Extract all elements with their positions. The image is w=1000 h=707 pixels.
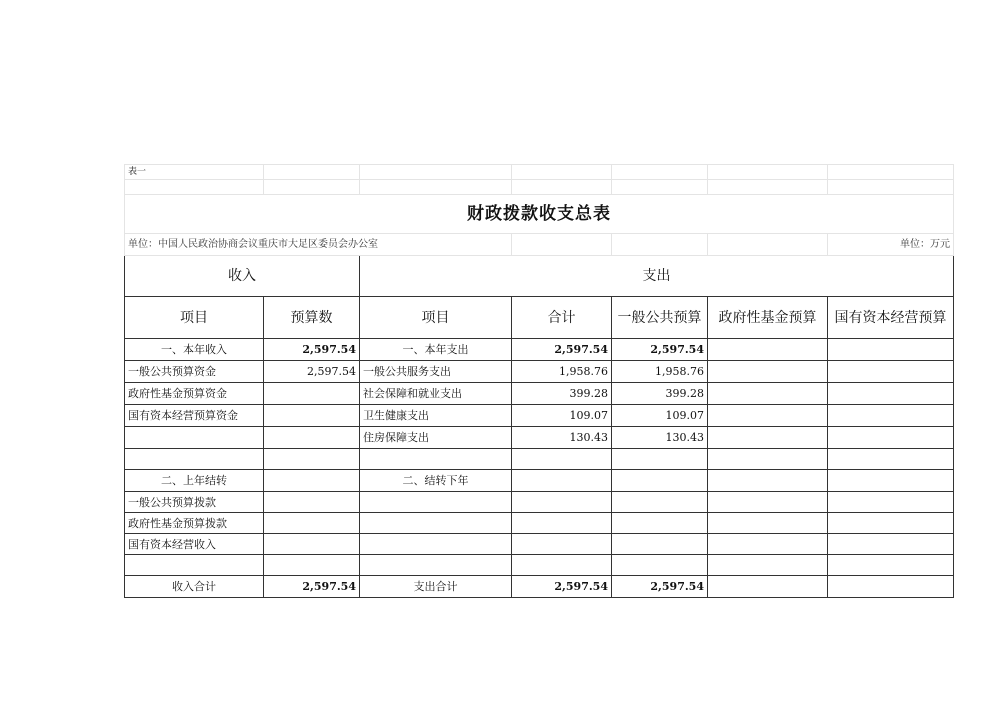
table-row: [125, 405, 954, 427]
expense-total: 109.07: [512, 405, 612, 427]
table-row: [125, 555, 954, 576]
col-header-stateasset: 国有资本经营预算: [828, 297, 954, 339]
expense-item: 卫生健康支出: [360, 405, 512, 427]
expense-item: [360, 449, 512, 470]
income-value: [264, 405, 360, 427]
expense-total: [512, 513, 612, 534]
income-value: 2,597.54: [264, 361, 360, 383]
income-value: [264, 449, 360, 470]
income-value: [264, 513, 360, 534]
income-item: 一般公共预算资金: [125, 361, 264, 383]
expense-header: 支出: [360, 256, 954, 297]
expense-item: [360, 534, 512, 555]
expense-general: [612, 513, 708, 534]
fiscal-budget-table: [124, 164, 954, 598]
expense-total: 2,597.54: [512, 576, 612, 598]
label-row: [125, 165, 954, 180]
income-total-label: 收入合计: [125, 576, 264, 598]
table-row: [125, 534, 954, 555]
expense-govfund: [708, 361, 828, 383]
expense-stateasset: [828, 534, 954, 555]
col-header-item: 项目: [125, 297, 264, 339]
expense-govfund: [708, 470, 828, 492]
income-item: 一、本年收入: [125, 339, 264, 361]
expense-general: [612, 449, 708, 470]
table-row: [125, 383, 954, 405]
table-row: [125, 361, 954, 383]
table-row: [125, 339, 954, 361]
income-item: 国有资本经营预算资金: [125, 405, 264, 427]
income-value: 2,597.54: [264, 339, 360, 361]
expense-item: [360, 555, 512, 576]
expense-stateasset: [828, 555, 954, 576]
income-value: [264, 427, 360, 449]
income-item: [125, 427, 264, 449]
col-header-budget: 预算数: [264, 297, 360, 339]
expense-govfund: [708, 383, 828, 405]
income-item: 一般公共预算拨款: [125, 492, 264, 513]
category-header-row: [125, 256, 954, 297]
expense-general: [612, 555, 708, 576]
expense-govfund: [708, 555, 828, 576]
expense-stateasset: [828, 339, 954, 361]
expense-total-label: 支出合计: [360, 576, 512, 598]
expense-item: [360, 513, 512, 534]
expense-stateasset: [828, 576, 954, 598]
expense-general: 399.28: [612, 383, 708, 405]
expense-govfund: [708, 534, 828, 555]
unit-row: [125, 234, 954, 256]
unit-org: 单位：中国人民政治协商会议重庆市大足区委员会办公室: [125, 234, 512, 256]
income-value: [264, 492, 360, 513]
expense-stateasset: [828, 405, 954, 427]
col-header-total: 合计: [512, 297, 612, 339]
expense-stateasset: [828, 492, 954, 513]
income-item: [125, 555, 264, 576]
expense-total: [512, 449, 612, 470]
expense-item: 一、本年支出: [360, 339, 512, 361]
expense-govfund: [708, 449, 828, 470]
income-item: 政府性基金预算资金: [125, 383, 264, 405]
expense-govfund: [708, 339, 828, 361]
expense-stateasset: [828, 449, 954, 470]
expense-item: 一般公共服务支出: [360, 361, 512, 383]
expense-general: 130.43: [612, 427, 708, 449]
table-label: 表一: [125, 165, 264, 180]
expense-stateasset: [828, 513, 954, 534]
expense-general: [612, 470, 708, 492]
income-value: [264, 470, 360, 492]
page-title: 财政拨款收支总表: [125, 195, 954, 234]
expense-stateasset: [828, 427, 954, 449]
income-value: [264, 383, 360, 405]
table-row: [125, 470, 954, 492]
expense-total: [512, 555, 612, 576]
income-item: 政府性基金预算拨款: [125, 513, 264, 534]
expense-general: 2,597.54: [612, 576, 708, 598]
totals-row: [125, 576, 954, 598]
expense-govfund: [708, 492, 828, 513]
income-total-value: 2,597.54: [264, 576, 360, 598]
expense-total: [512, 534, 612, 555]
column-header-row: [125, 297, 954, 339]
expense-govfund: [708, 576, 828, 598]
expense-total: 1,958.76: [512, 361, 612, 383]
income-item: 国有资本经营收入: [125, 534, 264, 555]
col-header-item2: 项目: [360, 297, 512, 339]
expense-stateasset: [828, 470, 954, 492]
expense-item: 社会保障和就业支出: [360, 383, 512, 405]
expense-govfund: [708, 405, 828, 427]
col-header-general: 一般公共预算: [612, 297, 708, 339]
expense-general: [612, 492, 708, 513]
expense-total: 399.28: [512, 383, 612, 405]
expense-item: [360, 492, 512, 513]
unit-measure: 单位：万元: [828, 234, 954, 256]
income-item: [125, 449, 264, 470]
expense-stateasset: [828, 361, 954, 383]
income-item: 二、上年结转: [125, 470, 264, 492]
expense-item: 住房保障支出: [360, 427, 512, 449]
expense-general: [612, 534, 708, 555]
expense-total: [512, 470, 612, 492]
table-row: [125, 492, 954, 513]
expense-govfund: [708, 427, 828, 449]
expense-item: 二、结转下年: [360, 470, 512, 492]
income-header: 收入: [125, 256, 360, 297]
expense-total: [512, 492, 612, 513]
income-value: [264, 534, 360, 555]
income-value: [264, 555, 360, 576]
expense-stateasset: [828, 383, 954, 405]
table-row: [125, 427, 954, 449]
expense-total: 130.43: [512, 427, 612, 449]
expense-govfund: [708, 513, 828, 534]
col-header-govfund: 政府性基金预算: [708, 297, 828, 339]
expense-total: 2,597.54: [512, 339, 612, 361]
expense-general: 109.07: [612, 405, 708, 427]
expense-general: 2,597.54: [612, 339, 708, 361]
title-row: [125, 195, 954, 234]
spacer-row: [125, 180, 954, 195]
table-row: [125, 513, 954, 534]
expense-general: 1,958.76: [612, 361, 708, 383]
table-row: [125, 449, 954, 470]
